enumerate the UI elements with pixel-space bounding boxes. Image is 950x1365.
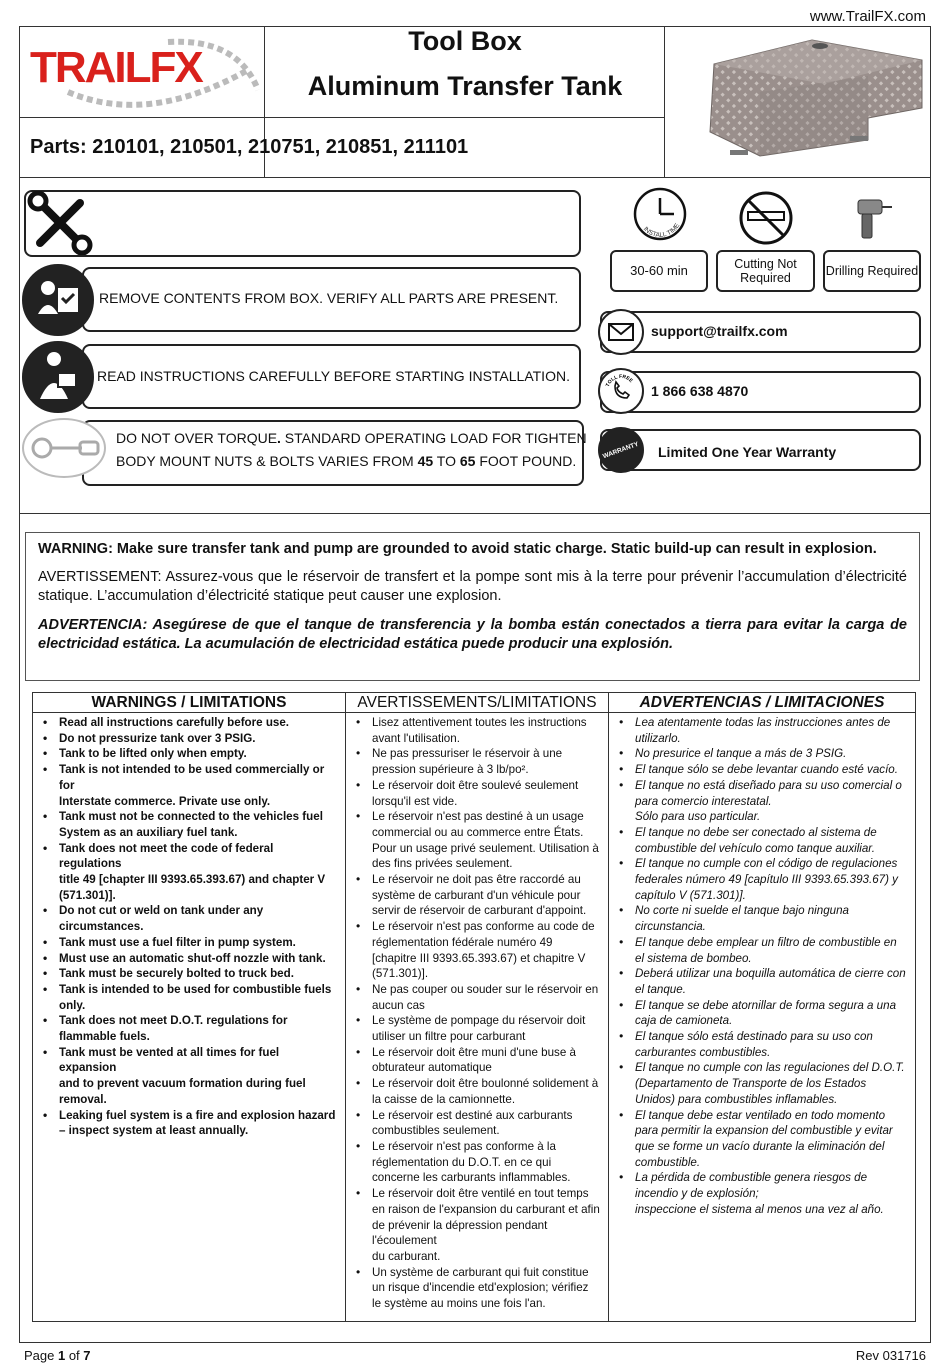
remove-contents-text: REMOVE CONTENTS FROM BOX. VERIFY ALL PARTS ARE PRESENT. (99, 290, 559, 306)
list-item: • Tank must use a fuel filter in pump system. (43, 935, 337, 951)
list-item: • La pérdida de combustible genera riesgos de incendio y de explosión; inspeccione el sistema al menos una vez al año. (619, 1170, 907, 1217)
list-item: • El tanque no está diseñado para su uso comercial o para comercio interestatal. Sólo para uso particular. (619, 778, 907, 825)
list-item: • Must use an automatic shut-off nozzle with tank. (43, 951, 337, 967)
list-item: • No corte ni suelde el tanque bajo ninguna circunstancia. (619, 903, 907, 934)
list-item: • Le réservoir doit être soulevé seulement lorsqu'il est vide. (356, 778, 600, 809)
svg-text:INSTALL TIME: INSTALL TIME (641, 222, 682, 239)
divider (20, 513, 931, 514)
list-item: • Le réservoir n'est pas conforme au code de réglementation fédérale numéro 49 [chapitre III 9393.65.393.67) et chapitre V (571.301)]. (356, 919, 600, 982)
list-item: • El tanque no debe ser conectado al sistema de combustible del vehículo como tanque auxiliar. (619, 825, 907, 856)
column-header: ADVERTENCIAS / LIMITACIONES (609, 693, 915, 713)
envelope-icon (598, 309, 644, 355)
phone-number: 1 866 638 4870 (651, 383, 749, 399)
warning-english: WARNING: Make sure transfer tank and pump are grounded to avoid static charge. Static build-up can result in explosion. (38, 541, 877, 557)
list-item: • Do not cut or weld on tank under any circumstances. (43, 903, 337, 934)
list-item: • Un système de carburant qui fuit constitue un risque d'incendie etd'explosion; vérifiez le système au moins une fois l'an. (356, 1265, 600, 1312)
cutting-box: Cutting Not Required (716, 250, 815, 292)
limitations-list (609, 713, 915, 1218)
divider (20, 117, 664, 118)
list-item: • No presurice el tanque a más de 3 PSIG. (619, 746, 907, 762)
product-image (700, 36, 926, 170)
list-item: • Le système de pompage du réservoir doit utiliser un filtre pour carburant (356, 1013, 600, 1044)
limitations-column-french (346, 693, 609, 1321)
warning-spanish: ADVERTENCIA: Asegúrese de que el tanque de transferencia y la bomba están conectados a tierra para evitar la carga de electricidad estática. La acumulación de electricidad estática puede producir una explosión. (38, 617, 907, 652)
list-item: • Tank must not be connected to the vehicles fuel System as an auxiliary fuel tank. (43, 809, 337, 840)
list-item: • Le réservoir doit être boulonné solidement à la caisse de la camionnette. (356, 1076, 600, 1107)
limitations-table (32, 692, 916, 1322)
limitations-list (33, 713, 345, 1139)
list-item: • Tank must be vented at all times for fuel expansion and to prevent vacuum formation during fuel removal. (43, 1045, 337, 1108)
list-item: • Le réservoir n'est pas conforme à la réglementation du D.O.T. en ce qui concerne les carburants inflammables. (356, 1139, 600, 1186)
phone-icon (598, 368, 644, 414)
list-item: • El tanque debe estar ventilado en todo momento para permitir la expansion del combustible y evitar que se forme un vacío durante la eliminación del combustible. (619, 1108, 907, 1171)
list-item: • El tanque no cumple con el código de regulaciones federales número 49 [capítulo III 9393.65.393.67) y capítulo V (571.301)]. (619, 856, 907, 903)
list-item: • El tanque se debe atornillar de forma segura a una caja de camioneta. (619, 998, 907, 1029)
install-time-box: 30-60 min (610, 250, 708, 292)
warranty-text: Limited One Year Warranty (658, 444, 837, 460)
tools-step (24, 190, 581, 257)
clock-icon (630, 186, 690, 246)
list-item: • Tank is intended to be used for combustible fuels only. (43, 982, 337, 1013)
list-item: • El tanque no cumple con las regulaciones del D.O.T. (Departamento de Transporte de los Estados Unidos) para combustibles inflamables. (619, 1060, 907, 1107)
phone-row (600, 371, 921, 413)
list-item: • Lisez attentivement toutes les instructions avant l'utilisation. (356, 715, 600, 746)
list-item: • Ne pas couper ou souder sur le réservoir en aucun cas (356, 982, 600, 1013)
title-line2: Aluminum Transfer Tank (307, 71, 623, 101)
list-item: • Read all instructions carefully before use. (43, 715, 337, 731)
trailfx-logo (28, 30, 262, 110)
drilling-box: Drilling Required (823, 250, 921, 292)
divider (20, 177, 931, 178)
tools-icon (24, 191, 96, 255)
parts-check-icon (22, 264, 94, 336)
list-item: • Deberá utilizar una boquilla automática de cierre con el tanque. (619, 966, 907, 997)
svg-text:TOLL FREE: TOLL FREE (604, 373, 634, 388)
website-url: www.TrailFX.com (809, 8, 926, 25)
revision: Rev 031716 (855, 1348, 926, 1363)
drill-icon (844, 192, 898, 246)
read-instructions-text: READ INSTRUCTIONS CAREFULLY BEFORE STARTING INSTALLATION. (97, 368, 570, 384)
list-item: • Tank is not intended to be used commercially or for Interstate commerce. Private use only. (43, 762, 337, 809)
list-item: • Le réservoir doit être ventilé en tout temps en raison de l'expansion du carburant et afin de prévenir la dépression pendant l'écoulement du carburant. (356, 1186, 600, 1265)
parts-list: Parts: 210101, 210501, 210751, 210851, 211101 (30, 136, 469, 158)
email-link[interactable]: support@trailfx.com (651, 323, 788, 339)
limitations-list (346, 713, 608, 1312)
list-item: • Tank must be securely bolted to truck bed. (43, 966, 337, 982)
warranty-badge-icon: WARRANTY (598, 427, 644, 473)
title-line1: Tool Box (408, 26, 522, 56)
svg-text:TRAILFX: TRAILFX (30, 43, 202, 92)
torque-line1: DO NOT OVER TORQUE. STANDARD OPERATING LOAD FOR TIGHTEN (116, 430, 587, 446)
list-item: • Le réservoir n'est pas destiné à un usage commercial ou au commerce entre États. Pour un usage privé seulement. Utilisation à des fins privées seulement. (356, 809, 600, 872)
limitations-column-spanish (609, 693, 915, 1321)
warning-french: AVERTISSEMENT: Assurez-vous que le réservoir de transfert et la pompe sont mis à la terre pour prévenir l’accumulation d’électricité statique. L’accumulation d’électricité statique peut causer une explosion. (38, 569, 907, 604)
list-item: • El tanque debe emplear un filtro de combustible en el sistema de bombeo. (619, 935, 907, 966)
list-item: • Tank does not meet D.O.T. regulations for flammable fuels. (43, 1013, 337, 1044)
no-saw-icon (736, 190, 796, 246)
list-item: • El tanque sólo está destinado para su uso con carburantes combustibles. (619, 1029, 907, 1060)
divider (664, 27, 665, 177)
column-header: WARNINGS / LIMITATIONS (33, 693, 345, 713)
column-header: AVERTISSEMENTS/LIMITATIONS (346, 693, 608, 713)
torque-line2: BODY MOUNT NUTS & BOLTS VARIES FROM 45 TO 65 FOOT POUND. (116, 453, 577, 469)
list-item: • Tank to be lifted only when empty. (43, 746, 337, 762)
list-item: • Leaking fuel system is a fire and explosion hazard – inspect system at least annually. (43, 1108, 337, 1139)
list-item: • Le réservoir ne doit pas être raccordé au système de carburant d'un véhicule pour servir de réservoir de carburant d'appoint. (356, 872, 600, 919)
limitations-column-english (33, 693, 346, 1321)
list-item: • Le réservoir est destiné aux carburants combustibles seulement. (356, 1108, 600, 1139)
page-number: Page 1 of 7 (24, 1348, 91, 1363)
list-item: • Tank does not meet the code of federal regulations title 49 [chapter III 9393.65.393.67) and chapter V (571.301)]. (43, 841, 337, 904)
reader-icon (22, 341, 94, 413)
list-item: • Le réservoir doit être muni d'une buse à obturateur automatique (356, 1045, 600, 1076)
list-item: • El tanque sólo se debe levantar cuando esté vacío. (619, 762, 907, 778)
list-item: • Ne pas pressuriser le réservoir à une pression supérieure à 3 lb/po². (356, 746, 600, 777)
wrench-icon (22, 418, 106, 478)
list-item: • Lea atentamente todas las instrucciones antes de utilizarlo. (619, 715, 907, 746)
list-item: • Do not pressurize tank over 3 PSIG. (43, 731, 337, 747)
static-warning-box (25, 532, 920, 681)
